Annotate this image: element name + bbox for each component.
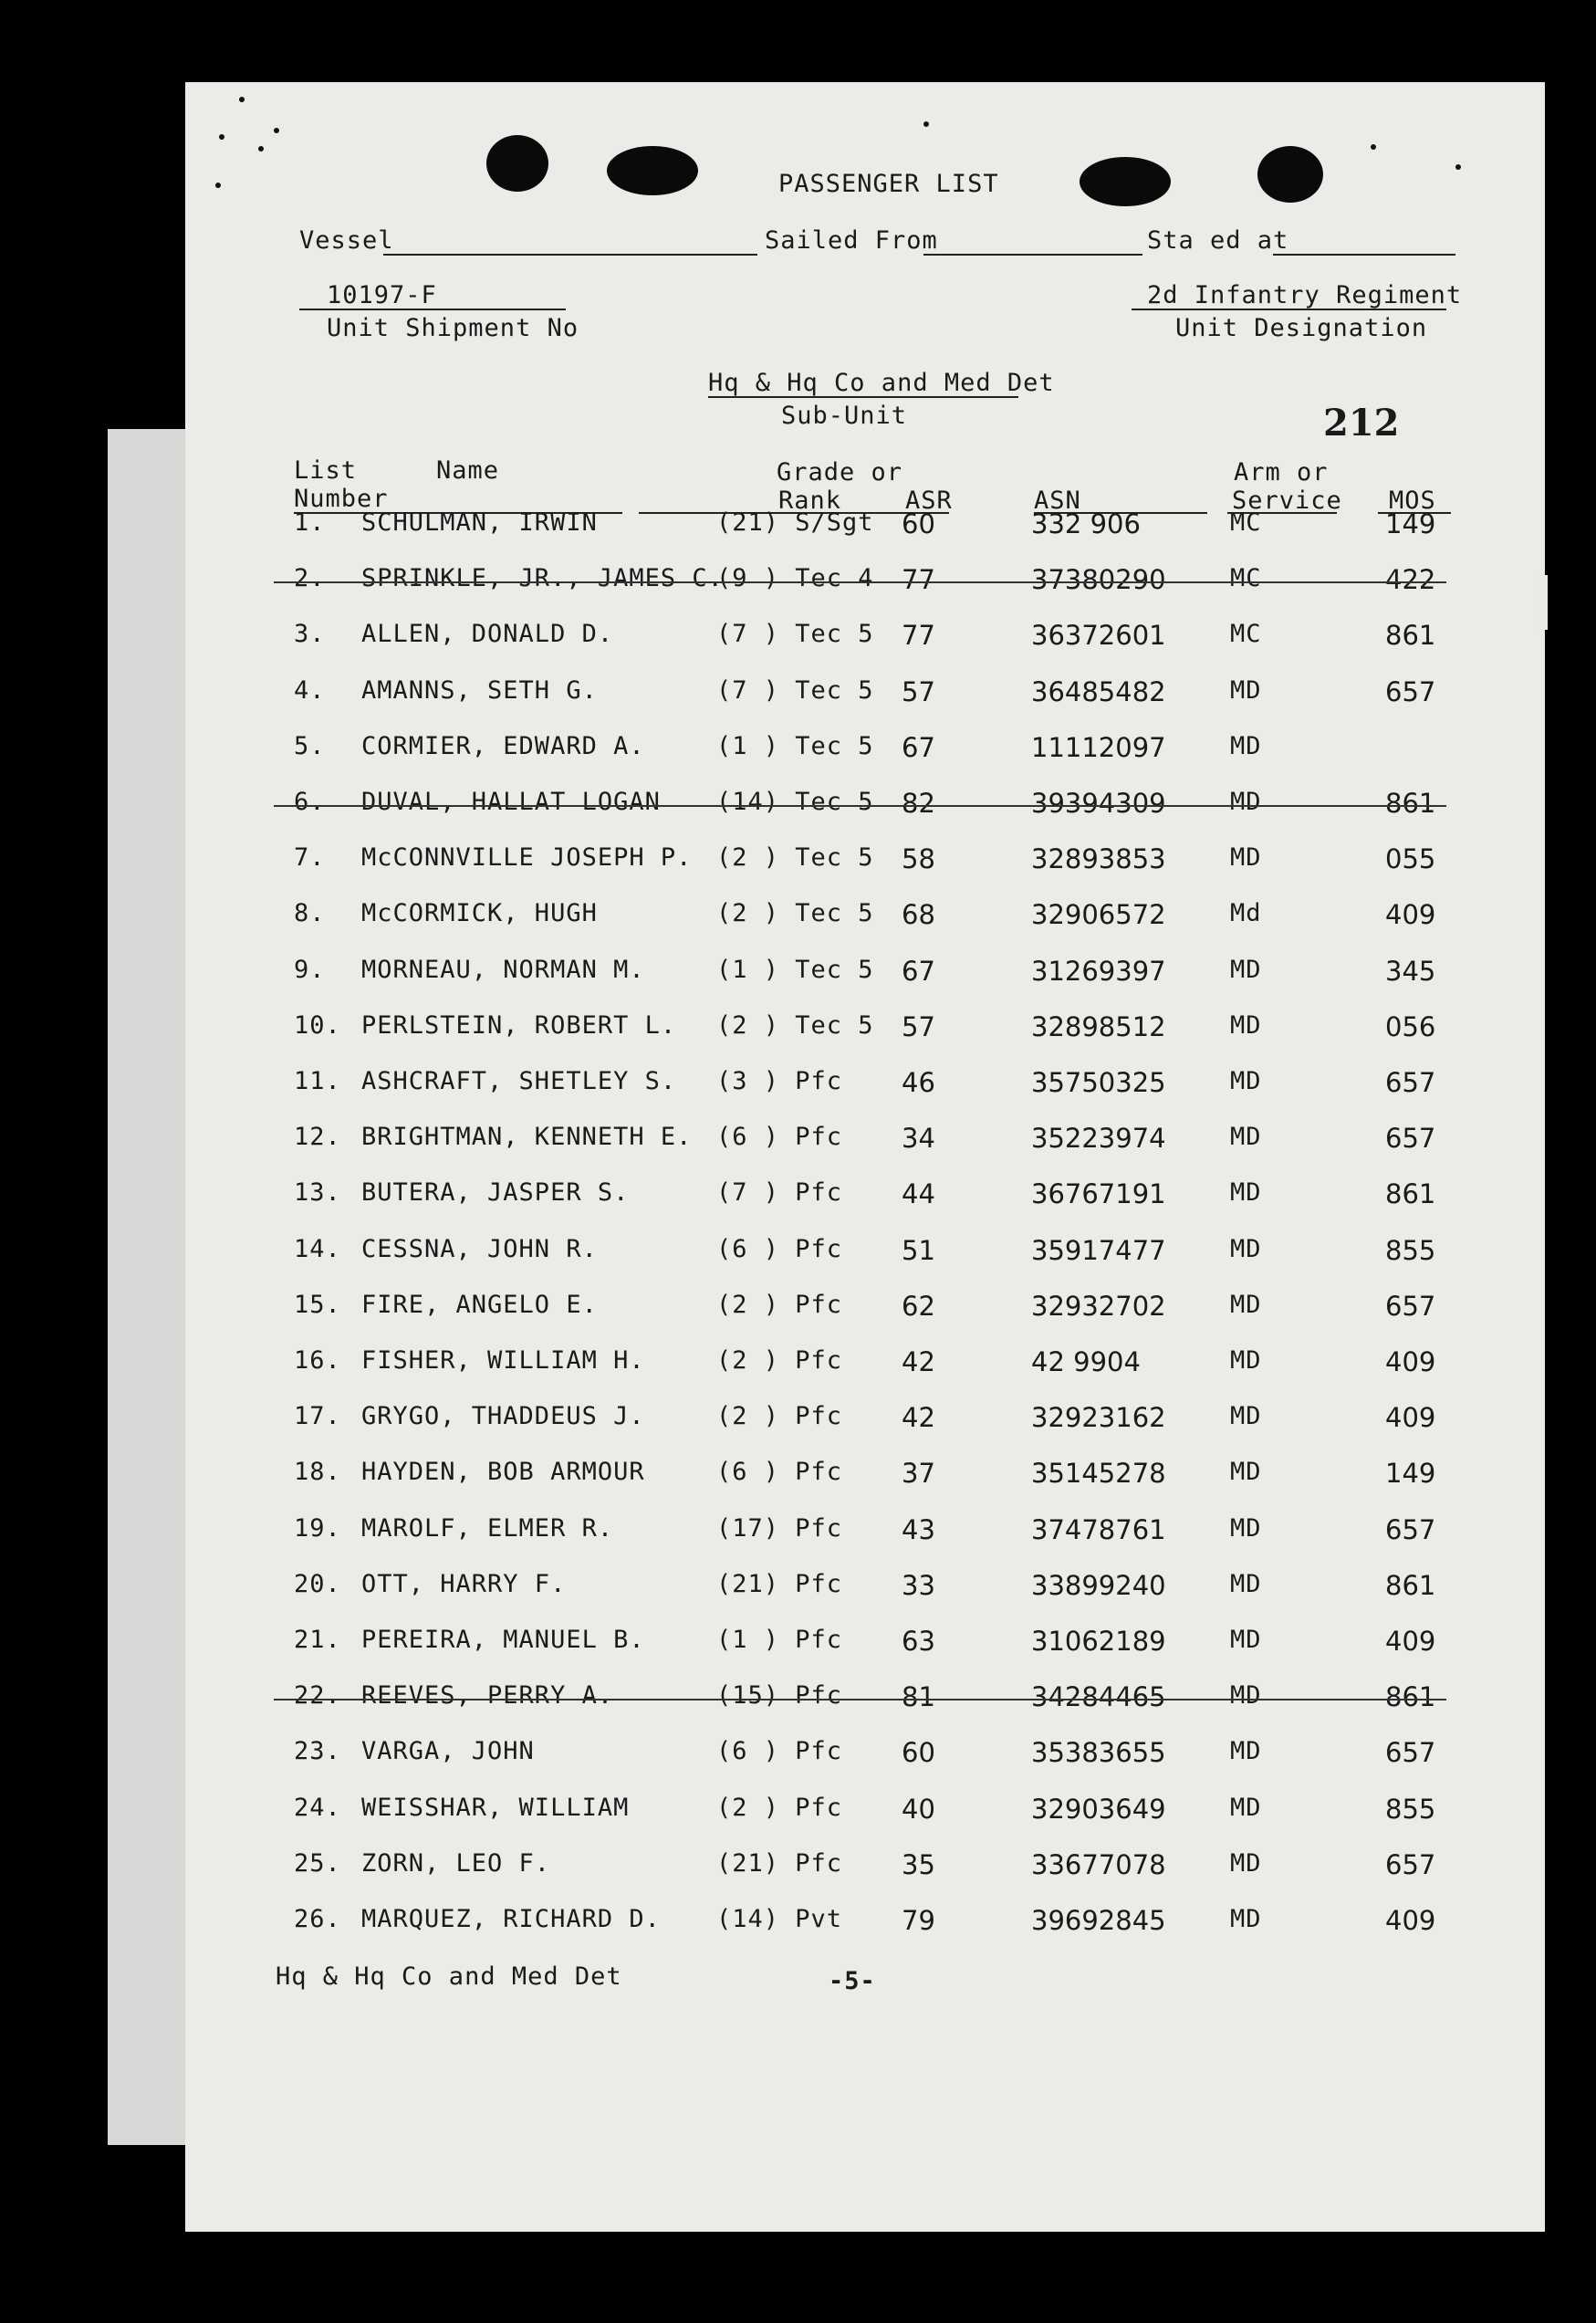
cell-asr: 81	[902, 1681, 935, 1712]
cell-grade: (21) Pfc	[716, 1570, 843, 1598]
cell-mos: 149	[1385, 1458, 1436, 1489]
cell-mos: 657	[1385, 676, 1436, 707]
cell-asn: 42 9904	[1031, 1346, 1141, 1377]
cell-arm: MD	[1230, 1178, 1262, 1207]
cell-asn: 31269397	[1031, 956, 1166, 987]
cell-arm: MD	[1230, 1737, 1262, 1765]
strikethrough-line	[274, 805, 1446, 807]
cell-name: MAROLF, ELMER R.	[361, 1514, 614, 1543]
cell-grade: (17) Pfc	[716, 1514, 843, 1543]
col-grade-top: Grade or	[777, 458, 903, 487]
cell-asr: 42	[902, 1346, 935, 1377]
cell-num: 11.	[294, 1067, 341, 1095]
speck	[219, 134, 224, 140]
cell-grade: (6 ) Pfc	[716, 1123, 843, 1151]
cell-arm: MD	[1230, 956, 1262, 984]
cell-asr: 62	[902, 1291, 935, 1322]
cell-asn: 31062189	[1031, 1626, 1166, 1657]
cell-mos: 861	[1385, 1681, 1436, 1712]
cell-asr: 37	[902, 1458, 935, 1489]
cell-arm: MD	[1230, 1681, 1262, 1710]
unit-designation: 2d Infantry Regiment	[1147, 281, 1463, 309]
cell-name: CORMIER, EDWARD A.	[361, 732, 645, 760]
cell-name: OTT, HARRY F.	[361, 1570, 567, 1598]
cell-asr: 35	[902, 1849, 935, 1880]
cell-name: PEREIRA, MANUEL B.	[361, 1626, 645, 1654]
cell-grade: (6 ) Pfc	[716, 1458, 843, 1486]
cell-mos: 345	[1385, 956, 1436, 987]
unit-shipment-line	[299, 309, 566, 310]
cell-mos: 855	[1385, 1235, 1436, 1266]
cell-grade: (2 ) Tec 5	[716, 899, 874, 927]
cell-mos: 409	[1385, 1402, 1436, 1433]
cell-num: 2.	[294, 564, 326, 592]
col-mos: MOS	[1389, 487, 1436, 515]
cell-asn: 36485482	[1031, 676, 1166, 707]
cell-name: WEISSHAR, WILLIAM	[361, 1794, 630, 1822]
cell-arm: MD	[1230, 1458, 1262, 1486]
cell-mos: 861	[1385, 1178, 1436, 1209]
speck	[923, 121, 929, 127]
cell-grade: (14) Tec 5	[716, 788, 874, 816]
cell-asr: 77	[902, 620, 935, 651]
cell-num: 15.	[294, 1291, 341, 1319]
cell-grade: (2 ) Tec 5	[716, 843, 874, 872]
paper-tab	[1539, 575, 1548, 630]
cell-mos: 861	[1385, 1570, 1436, 1601]
started-at-label: Sta ed at	[1147, 226, 1289, 255]
cell-name: DUVAL, HALLAT LOGAN	[361, 788, 661, 816]
cell-name: MORNEAU, NORMAN M.	[361, 956, 645, 984]
cell-grade: (9 ) Tec 4	[716, 564, 874, 592]
cell-num: 6.	[294, 788, 326, 816]
cell-asn: 32903649	[1031, 1794, 1166, 1825]
cell-grade: (1 ) Tec 5	[716, 732, 874, 760]
cell-num: 24.	[294, 1794, 341, 1822]
cell-name: FISHER, WILLIAM H.	[361, 1346, 645, 1375]
cell-arm: MC	[1230, 508, 1262, 537]
sub-unit-label: Sub-Unit	[781, 402, 908, 430]
cell-asr: 44	[902, 1178, 935, 1209]
cell-asr: 51	[902, 1235, 935, 1266]
cell-num: 7.	[294, 843, 326, 872]
cell-num: 19.	[294, 1514, 341, 1543]
cell-asn: 35917477	[1031, 1235, 1166, 1266]
punch-hole	[1080, 157, 1171, 206]
cell-mos: 855	[1385, 1794, 1436, 1825]
cell-grade: (3 ) Pfc	[716, 1067, 843, 1095]
cell-arm: MD	[1230, 1402, 1262, 1430]
cell-asn: 32906572	[1031, 899, 1166, 930]
strikethrough-line	[274, 1699, 1446, 1700]
cell-grade: (2 ) Pfc	[716, 1291, 843, 1319]
col-list-number: List Number	[294, 456, 389, 513]
cell-grade: (15) Pfc	[716, 1681, 843, 1710]
cell-arm: MD	[1230, 788, 1262, 816]
strikethrough-line	[274, 581, 1446, 583]
col-grade-bottom: Rank	[778, 487, 842, 515]
cell-asr: 42	[902, 1402, 935, 1433]
cell-asn: 35750325	[1031, 1067, 1166, 1098]
col-asr: ASR	[905, 487, 953, 515]
cell-asr: 79	[902, 1905, 935, 1936]
cell-arm: MC	[1230, 564, 1262, 592]
cell-num: 25.	[294, 1849, 341, 1878]
vessel-label: Vessel	[299, 226, 394, 255]
cell-asr: 33	[902, 1570, 935, 1601]
cell-mos: 409	[1385, 1905, 1436, 1936]
cell-num: 1.	[294, 508, 326, 537]
cell-name: SCHULMAN, IRWIN	[361, 508, 598, 537]
cell-num: 5.	[294, 732, 326, 760]
cell-asn: 32898512	[1031, 1011, 1166, 1042]
sailed-from-label: Sailed From	[765, 226, 938, 255]
cell-num: 8.	[294, 899, 326, 927]
cell-asn: 37478761	[1031, 1514, 1166, 1545]
cell-mos: 657	[1385, 1737, 1436, 1768]
speck	[1371, 144, 1376, 150]
cell-num: 17.	[294, 1402, 341, 1430]
cell-asr: 40	[902, 1794, 935, 1825]
cell-mos: 422	[1385, 564, 1436, 595]
unit-shipment-label: Unit Shipment No	[327, 314, 579, 342]
cell-num: 22.	[294, 1681, 341, 1710]
vessel-line	[383, 254, 757, 256]
cell-mos: 657	[1385, 1291, 1436, 1322]
cell-grade: (6 ) Pfc	[716, 1235, 843, 1263]
cell-asr: 43	[902, 1514, 935, 1545]
cell-asr: 82	[902, 788, 935, 819]
cell-mos: 409	[1385, 899, 1436, 930]
cell-num: 16.	[294, 1346, 341, 1375]
cell-asr: 58	[902, 843, 935, 874]
cell-name: ASHCRAFT, SHETLEY S.	[361, 1067, 677, 1095]
document-title: PASSENGER LIST	[778, 170, 999, 198]
cell-grade: (7 ) Tec 5	[716, 620, 874, 648]
cell-asn: 332 906	[1031, 508, 1141, 539]
cell-name: HAYDEN, BOB ARMOUR	[361, 1458, 645, 1486]
cell-mos: 657	[1385, 1123, 1436, 1154]
cell-grade: (1 ) Tec 5	[716, 956, 874, 984]
col-arm-bottom: Service	[1232, 487, 1342, 515]
cell-grade: (6 ) Pfc	[716, 1737, 843, 1765]
cell-asr: 57	[902, 676, 935, 707]
cell-num: 13.	[294, 1178, 341, 1207]
cell-asr: 57	[902, 1011, 935, 1042]
cell-grade: (21) S/Sgt	[716, 508, 874, 537]
cell-asn: 35145278	[1031, 1458, 1166, 1489]
cell-name: AMANNS, SETH G.	[361, 676, 598, 705]
cell-asn: 35223974	[1031, 1123, 1166, 1154]
cell-num: 23.	[294, 1737, 341, 1765]
cell-arm: Md	[1230, 899, 1262, 927]
speck	[215, 183, 221, 188]
speck	[274, 128, 279, 133]
unit-shipment-number: 10197-F	[327, 281, 437, 309]
cell-asn: 34284465	[1031, 1681, 1166, 1712]
footer-sub-unit: Hq & Hq Co and Med Det	[276, 1962, 622, 1991]
cell-asn: 33677078	[1031, 1849, 1166, 1880]
cell-arm: MC	[1230, 620, 1262, 648]
cell-asn: 36372601	[1031, 620, 1166, 651]
cell-arm: MD	[1230, 676, 1262, 705]
sub-unit: Hq & Hq Co and Med Det	[708, 369, 1055, 397]
cell-asn: 36767191	[1031, 1178, 1166, 1209]
cell-grade: (14) Pvt	[716, 1905, 843, 1933]
cell-asn: 39692845	[1031, 1905, 1166, 1936]
cell-asn: 35383655	[1031, 1737, 1166, 1768]
footer-page-number: -5-	[829, 1967, 876, 1995]
cell-asn: 32923162	[1031, 1402, 1166, 1433]
cell-asn: 11112097	[1031, 732, 1166, 763]
cell-name: GRYGO, THADDEUS J.	[361, 1402, 645, 1430]
cell-grade: (2 ) Pfc	[716, 1402, 843, 1430]
cell-arm: MD	[1230, 1905, 1262, 1933]
cell-name: VARGA, JOHN	[361, 1737, 535, 1765]
speck	[239, 97, 245, 102]
cell-asn: 37380290	[1031, 564, 1166, 595]
cell-name: CESSNA, JOHN R.	[361, 1235, 598, 1263]
cell-asr: 60	[902, 508, 935, 539]
cell-asn: 33899240	[1031, 1570, 1166, 1601]
sub-unit-line	[708, 396, 1018, 398]
cell-name: MARQUEZ, RICHARD D.	[361, 1905, 661, 1933]
cell-arm: MD	[1230, 1346, 1262, 1375]
cell-num: 20.	[294, 1570, 341, 1598]
cell-num: 12.	[294, 1123, 341, 1151]
cell-arm: MD	[1230, 1849, 1262, 1878]
cell-mos: 861	[1385, 620, 1436, 651]
cell-arm: MD	[1230, 1570, 1262, 1598]
cell-asr: 63	[902, 1626, 935, 1657]
cell-name: ALLEN, DONALD D.	[361, 620, 614, 648]
cell-grade: (1 ) Pfc	[716, 1626, 843, 1654]
cell-mos: 409	[1385, 1626, 1436, 1657]
cell-mos: 657	[1385, 1849, 1436, 1880]
cell-asn: 39394309	[1031, 788, 1166, 819]
cell-arm: MD	[1230, 1123, 1262, 1151]
cell-asn: 32893853	[1031, 843, 1166, 874]
page-stamp: 212	[1323, 402, 1400, 445]
cell-name: BUTERA, JASPER S.	[361, 1178, 630, 1207]
cell-grade: (7 ) Pfc	[716, 1178, 843, 1207]
cell-mos: 657	[1385, 1067, 1436, 1098]
cell-asr: 46	[902, 1067, 935, 1098]
unit-designation-line	[1132, 309, 1446, 310]
cell-num: 21.	[294, 1626, 341, 1654]
col-arm-top: Arm or	[1234, 458, 1329, 487]
cell-mos: 409	[1385, 1346, 1436, 1377]
cell-arm: MD	[1230, 843, 1262, 872]
cell-grade: (2 ) Tec 5	[716, 1011, 874, 1040]
cell-grade: (21) Pfc	[716, 1849, 843, 1878]
speck	[1455, 164, 1461, 170]
cell-asr: 67	[902, 732, 935, 763]
cell-grade: (2 ) Pfc	[716, 1346, 843, 1375]
cell-arm: MD	[1230, 1626, 1262, 1654]
cell-arm: MD	[1230, 1235, 1262, 1263]
cell-name: ZORN, LEO F.	[361, 1849, 551, 1878]
cell-arm: MD	[1230, 1011, 1262, 1040]
cell-name: PERLSTEIN, ROBERT L.	[361, 1011, 677, 1040]
cell-name: SPRINKLE, JR., JAMES C.	[361, 564, 724, 592]
punch-hole	[1257, 146, 1323, 203]
cell-arm: MD	[1230, 1067, 1262, 1095]
cell-arm: MD	[1230, 1514, 1262, 1543]
cell-mos: 657	[1385, 1514, 1436, 1545]
cell-asr: 77	[902, 564, 935, 595]
cell-mos: 056	[1385, 1011, 1436, 1042]
cell-grade: (2 ) Pfc	[716, 1794, 843, 1822]
col-asn: ASN	[1034, 487, 1081, 515]
cell-arm: MD	[1230, 1291, 1262, 1319]
cell-num: 3.	[294, 620, 326, 648]
cell-name: BRIGHTMAN, KENNETH E.	[361, 1123, 693, 1151]
cell-num: 26.	[294, 1905, 341, 1933]
cell-asr: 60	[902, 1737, 935, 1768]
sailed-from-line	[923, 254, 1142, 256]
cell-arm: MD	[1230, 1794, 1262, 1822]
cell-asr: 67	[902, 956, 935, 987]
cell-num: 10.	[294, 1011, 341, 1040]
cell-name: McCORMICK, HUGH	[361, 899, 598, 927]
cell-num: 9.	[294, 956, 326, 984]
cell-arm: MD	[1230, 732, 1262, 760]
cell-num: 14.	[294, 1235, 341, 1263]
cell-asn: 32932702	[1031, 1291, 1166, 1322]
cell-num: 4.	[294, 676, 326, 705]
cell-asr: 34	[902, 1123, 935, 1154]
cell-name: FIRE, ANGELO E.	[361, 1291, 598, 1319]
cell-asr: 68	[902, 899, 935, 930]
cell-grade: (7 ) Tec 5	[716, 676, 874, 705]
cell-num: 18.	[294, 1458, 341, 1486]
punch-hole	[607, 146, 698, 195]
started-at-line	[1273, 254, 1455, 256]
col-name: Name	[436, 456, 500, 485]
cell-mos: 149	[1385, 508, 1436, 539]
scan-margin	[108, 429, 185, 2145]
speck	[258, 146, 264, 152]
cell-mos: 861	[1385, 788, 1436, 819]
cell-mos: 055	[1385, 843, 1436, 874]
punch-hole	[486, 135, 548, 192]
cell-name: REEVES, PERRY A.	[361, 1681, 614, 1710]
cell-name: McCONNVILLE JOSEPH P.	[361, 843, 693, 872]
unit-designation-label: Unit Designation	[1175, 314, 1428, 342]
